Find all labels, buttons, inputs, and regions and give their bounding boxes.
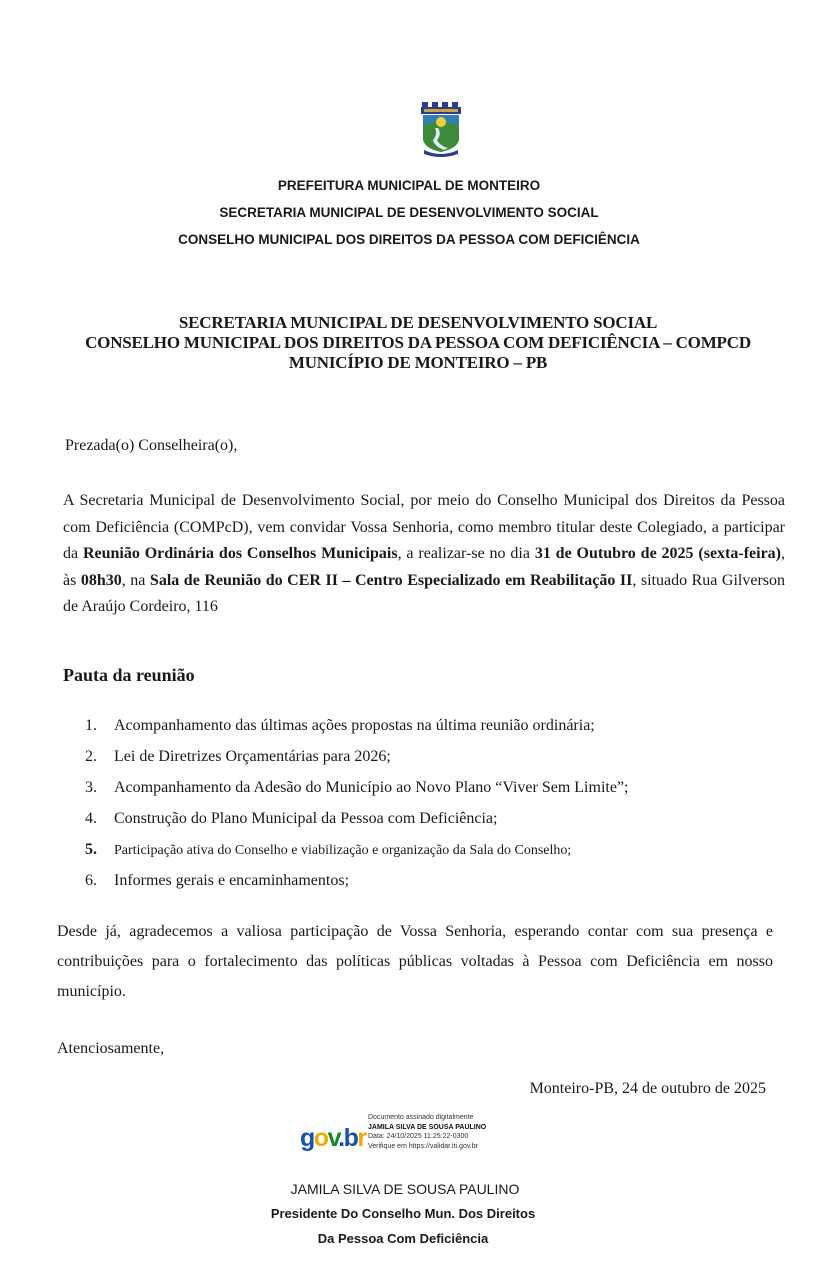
agenda-item-text: Lei de Diretrizes Orçamentárias para 2026; [114, 748, 391, 765]
body-text: , na [121, 571, 150, 589]
logo-letter: o [313, 1124, 328, 1152]
letterhead-line-secretaria: SECRETARIA MUNICIPAL DE DESENVOLVIMENTO SOCIAL [219, 205, 599, 220]
agenda-title: Pauta da reunião [63, 665, 195, 685]
greeting: Prezada(o) Conselheira(o), [65, 437, 238, 454]
signer-role-line-2: Da Pessoa Com Deficiência [317, 1231, 489, 1246]
signer-role-line-1: Presidente Do Conselho Mun. Dos Direitos [270, 1206, 536, 1221]
document-title-line-3: MUNICÍPIO DE MONTEIRO – PB [288, 353, 548, 372]
agenda-item [85, 872, 628, 903]
agenda-item-text: Acompanhamento da Adesão do Município ao Novo Plano “Viver Sem Limite”; [114, 779, 629, 796]
meeting-time: 08h30 [80, 571, 122, 589]
closing-paragraph: Desde já, agradecemos a valiosa participação de Vossa Senhoria, esperando contar com sua presença e contribuições para o fortalecimento das políticas públicas voltadas à Pessoa com Deficiência em nosso município. [57, 923, 773, 1000]
body-text: , às [63, 545, 786, 589]
meeting-weekday: (sexta-feira) [698, 545, 782, 562]
logo-letter: v [327, 1124, 339, 1152]
document-title-line-2: CONSELHO MUNICIPAL DOS DIREITOS DA PESSOA COM DEFICIÊNCIA – COMPCD [85, 333, 751, 352]
coat-of-arms-icon [418, 100, 464, 158]
digital-signature-signer: JAMILA SILVA DE SOUSA PAULINO [368, 1123, 487, 1131]
meeting-name: Reunião Ordinária dos Conselhos Municipais [82, 545, 398, 562]
invitation-paragraph [63, 488, 785, 621]
agenda-item-text: Informes gerais e encaminhamentos; [114, 872, 350, 889]
logo-letter: r [357, 1124, 366, 1152]
agenda-item-number: 2. [85, 748, 97, 765]
agenda-item-text: Construção do Plano Municipal da Pessoa com Deficiência; [114, 810, 498, 827]
agenda-item-number: 3. [85, 779, 97, 796]
body-text: A Secretaria Municipal de Desenvolvimento Social, por meio do Conselho Municipal dos Direitos da Pessoa com Deficiência (COMPcD), vem convidar Vossa Senhoria, como membro titular deste Colegiado, a participar da [63, 492, 785, 562]
meeting-date: 31 de Outubro de 2025 [534, 545, 694, 562]
signer-name: JAMILA SILVA DE SOUSA PAULINO [290, 1181, 520, 1197]
agenda-item-text: Acompanhamento das últimas ações propostas na última reunião ordinária; [114, 717, 595, 734]
letterhead-line-prefeitura: PREFEITURA MUNICIPAL DE MONTEIRO [277, 178, 541, 193]
agenda-item-number: 4. [85, 810, 97, 827]
logo-letter: . [338, 1124, 344, 1152]
agenda-item [85, 748, 628, 779]
agenda-item [85, 810, 628, 841]
digital-signature-header: Documento assinado digitalmente [368, 1114, 474, 1121]
digital-signature-date: Data: 24/10/2025 11:25:22-0300 [368, 1133, 469, 1140]
govbr-logo-icon [300, 1124, 366, 1153]
regards: Atenciosamente, [57, 1040, 165, 1057]
agenda-item-number: 5. [85, 841, 97, 858]
agenda-item-text: Participação ativa do Conselho e viabilização e organização da Sala do Conselho; [114, 843, 572, 858]
agenda-item-number: 1. [85, 717, 97, 734]
digital-signature-verify-link[interactable]: Verifique em https://validar.iti.gov.br [368, 1142, 478, 1150]
agenda-item [85, 779, 628, 810]
logo-letter: b [343, 1124, 358, 1152]
letterhead-line-conselho: CONSELHO MUNICIPAL DOS DIREITOS DA PESSOA COM DEFICIÊNCIA [178, 232, 640, 247]
document-title-line-1: SECRETARIA MUNICIPAL DE DESENVOLVIMENTO SOCIAL [178, 313, 658, 332]
agenda-item [85, 841, 628, 872]
meeting-location: Sala de Reunião do CER II – Centro Especializado em Reabilitação II [149, 571, 633, 589]
agenda-item-number: 6. [85, 872, 97, 889]
logo-letter: g [300, 1124, 314, 1152]
digital-signature-info [368, 1113, 486, 1151]
meeting-address: , situado Rua Gilverson de Araújo Cordeiro, 116 [63, 571, 786, 615]
agenda-list [85, 717, 628, 903]
body-text: , a realizar-se no dia [397, 545, 535, 562]
place-and-date: Monteiro-PB, 24 de outubro de 2025 [529, 1080, 766, 1097]
agenda-item [85, 717, 628, 748]
